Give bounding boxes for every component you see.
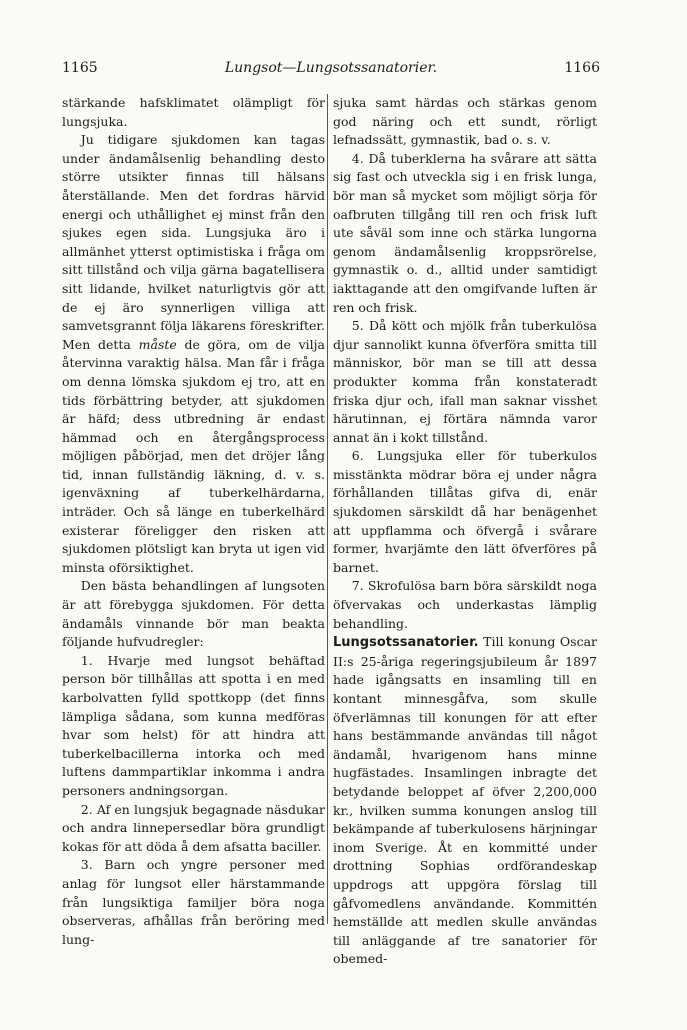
paragraph: Den bästa behandlingen af lungsoten är att förebygga sjukdomen. För detta ändamåls vinnande bör man beakta följande hufvudregler: (62, 578, 325, 650)
paragraph: stärkande hafsklimatet olämpligt för lungsjuka. (62, 95, 325, 129)
page-number-left: 1165 (62, 60, 98, 76)
column-divider (327, 94, 328, 924)
rule-1: 1. Hvarje med lungsot behäftad person bör tillhållas att spotta i en med karbolvatten fylld spottkopp (det finns lämpliga sådana, som kunna medföras hvar som helst) för att hindra att tuberkelbacillerna intorka och med luftens dammpartiklar inkomma i andra personers andningsorgan. (62, 652, 325, 798)
rule-5: 5. Då kött och mjölk från tuberkulösa djur sannolikt kunna öfverföra smitta till människor, bör man se till att dessa produkter komma från konstateradt friska djur och, ifall man saknar visshet härutinnan, ej förtära nämnda varor annat än i kokt tillstånd. (333, 318, 597, 445)
paragraph: Lungsotssanatorier. Till konung Oscar II:s 25-åriga regeringsjubileum år 1897 hade igångsatts en insamling till en kontant minnesgåfva, som skulle öfverlämnas till konungen för att efter hans bestämmande användas till något ändamål, hvarigenom hans minne hugfästades. Insamlingen inbragte det betydande beloppet af öfver 2,200,000 kr., hvilken summa konungen anslog till bekämpande af tuberkulosens härjningar inom Sverige. Åt en kommitté under drottning Sophias ordförandeskap uppdrogs att uppgöra förslag till gåfvomedlens användande. Kommittén hemställde att medlen skulle användas till anläggande af tre sanatorier för obemed- (333, 634, 597, 967)
page-header (62, 60, 600, 82)
section-heading: Lungsotssanatorier. (333, 635, 479, 651)
rule-3: 3. Barn och yngre personer med anlag för lungsot eller härstammande från lungsiktiga familjer böra noga observeras, afhållas från beröring med lung- (62, 857, 325, 947)
paragraph: Ju tidigare sjukdomen kan tagas under ändamålsenlig behandling desto större utsikter finnas till hälsans återställande. Men det fordras härvid energi och uthållighet ej minst från den sjukes egen sida. Lungsjuka äro i allmänhet ytterst optimistiska i fråga om sitt tillstånd och vilja gärna bagatellisera sitt lidande, hvilket naturligtvis gör att de ej äro synnerligen villiga att samvetsgrannt följa läkarens föreskrifter. Men detta måste de göra, om de vilja återvinna varaktig hälsa. Man får i fråga om denna lömska sjukdom ej tro, att en tids förbättring betyder, att sjukdomen är häfd; dess utbredning är endast hämmad och en återgångsprocess möjligen påbörjad, men det dröjer lång tid, innan fullständig läkning, d. v. s. igenväxning af tuberkelhärdarna, inträder. Och så länge en tuberkelhärd existerar föreligger den risken att sjukdomen plötsligt kan bryta ut igen vid minsta oförsiktighet. (62, 132, 325, 575)
rule-4: 4. Då tuberklerna ha svårare att sätta sig fast och utveckla sig i en frisk lunga, bör man så mycket som möjligt sörja för oafbruten tillgång till ren och frisk luft ute såväl som inne och stärka lungorna genom ändamålsenlig kroppsrörelse, gymnastik o. d., alltid under samtidigt iakttagande att den omgifvande luften är ren och frisk. (333, 150, 597, 315)
right-column (333, 94, 597, 967)
page-number-right: 1166 (564, 60, 600, 76)
paragraph: sjuka samt härdas och stärkas genom god näring och ett sundt, rörligt lefnadssätt, gymnastik, bad o. s. v. (333, 95, 597, 148)
rule-6: 6. Lungsjuka eller för tuberkulos misstänkta mödrar böra ej under några förhållanden tillåtas gifva di, enär sjukdomen särskildt då har benägenhet att uppflamma och öfvergå i svårare former, hvarjämte den lätt öfverföres på barnet. (333, 448, 597, 575)
running-title: Lungsot—Lungsotssanatorier. (224, 60, 438, 76)
rule-2: 2. Af en lungsjuk begagnade näsdukar och andra linnepersedlar böra grundligt kokas för att döda å dem afsatta baciller. (62, 801, 325, 854)
emphasis: måste (138, 336, 177, 352)
left-column (62, 94, 325, 947)
rule-7: 7. Skrofulösa barn böra särskildt noga öfvervakas och underkastas lämplig behandling. (333, 578, 597, 631)
